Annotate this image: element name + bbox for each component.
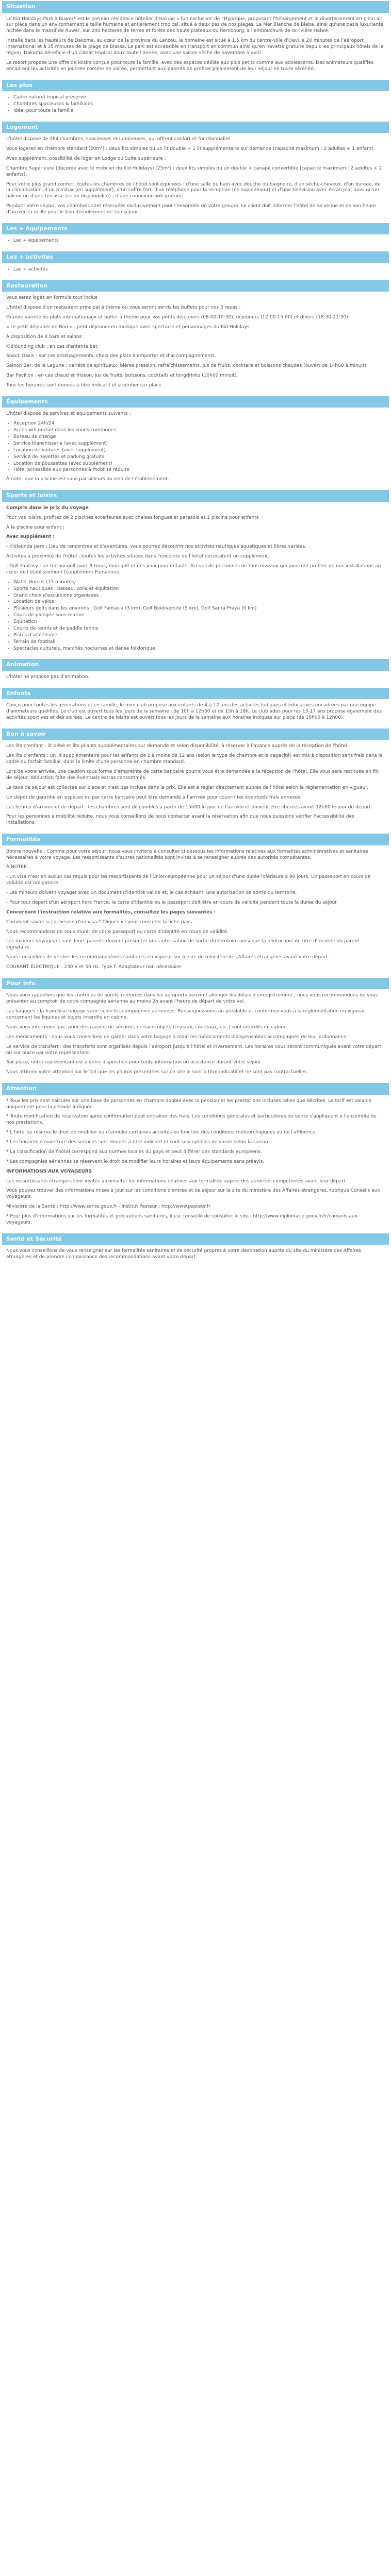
list-item: • Location de poussettes (avec supplément)	[13, 461, 389, 467]
situation-text: Installé dans les hauteurs de Dakoma, au cœur de la province du Lanzou, le domaine est situé à 1,5 km du centre-ville d'Oavi, à 20 minutes de l'aéroport international et à 35 minutes de la plage de Biassa. Le parc est accessible en transport en commun ainsi qu'en navette gratuite depuis les principaux hôtels de la région. Dakoma bénéficie d'un climat tropical doux toute l'année, avec une saison sèche de novembre à avril.	[6, 38, 384, 56]
restauration-text: Bar Pavillon : en cas chaud et frisson, jus de fruits, boissons, cocktails et longdrinks (10h00 minuit).	[6, 373, 238, 379]
restauration-text: Tous les horaires sont donnés à titre indicatif et à vérifier sur place	[6, 383, 161, 388]
restauration-text: Saloon Bar, de la Lagune : variété de spiritueux, bières pression, rafraîchissements, jus de fruits, cocktails et boissons chaudes (ouvert de 14h00 à minuit).	[6, 363, 368, 369]
logement-text: Pour votre plus grand confort, toutes les chambres de l'hôtel sont équipées : d'une salle de bain avec douche ou baignoire, d'un sèche-cheveux, d'un bureau, de la climatisation, d'un minibar (en supplément), d'un coffre-fort, d'un téléphone pour la réception (en supplément) et d'une télévision avec écran plat ainsi qu'un balcon ou d'une terrasse (selon disponibilité) ; d'une connexion wifi gratuite.	[6, 181, 381, 199]
attention-text: * Tous les prix sont calculés sur une base de personnes en chambre double avec la pension et les prestations incluses telles que décrites. Le tarif est valable uniquement pour la période indiquée.	[6, 1098, 372, 1110]
bon_savoir-header: Bon à savoir	[2, 728, 389, 740]
info-header: Pour info	[2, 978, 389, 990]
page	[0, 1, 391, 1261]
list-item: • Location de voitures (avec supplément)	[13, 448, 389, 454]
info-text: Nous vous rappelons que les contrôles de sûreté renforcés dans les aéroports peuvent allonger les délais d'enregistrement ; nous vous recommandons de vous présenter au comptoir de votre compagnie aérienne au moins 2h avant l'heure de départ de votre vol.	[6, 993, 378, 1005]
list-item: • Courts de tennis et de paddle tennis	[13, 626, 389, 632]
bon_savoir-text: Pour les personnes à mobilité réduite, nous vous conseillons de nous contacter avant la réservation afin que nous puissions vérifier l'accessibilité des installations.	[6, 814, 354, 826]
sports-kids-pool: À la piscine pour enfant :	[6, 524, 64, 530]
equipements-intro: L'hôtel dispose de services et équipements suivants :	[6, 411, 131, 417]
list-item: • Cadre naturel tropical préservé	[13, 95, 389, 101]
list-item: • Plusieurs golfs dans les environs : Golf Fantasia (3 km), Golf Biodiversité (5 km), Golf Santa Praya (9 km)	[13, 606, 389, 612]
list-item: • Pistes d'athlétisme	[13, 633, 389, 639]
plus-header: Les plus	[2, 80, 389, 92]
activ-list	[6, 267, 389, 273]
restauration-text: Vous serez logés en formule tout inclus	[6, 295, 97, 301]
formalites-health: Nous conseillons de vérifier les recommandations sanitaires en vigueur sur le site du ministère des Affaires étrangères avant votre départ.	[6, 955, 329, 960]
info-text: Nous attirons votre attention sur le fait que les photos présentées sur ce site le sont à titre indicatif et ne sont pas contractuelles.	[6, 1070, 308, 1075]
formalites-text: - Les mineurs doivent voyager avec un document d'identité valide et, le cas échéant, une autorisation de sortie du territoire.	[6, 890, 297, 896]
formalites-text: - Un visa n'est en aucun cas requis pour les ressortissants de l'Union européenne pour un séjour d'une durée inférieure à 90 jours. Un passeport en cours de validité est obligatoire.	[6, 874, 371, 886]
sports-supplement-label: Avec supplément :	[6, 534, 55, 540]
enfants-header: Enfants	[2, 688, 389, 700]
info-text: Les médicaments : nous vous conseillons de garder dans votre bagage à main les médicaments indispensables accompagnés de leur ordonnance.	[6, 1034, 348, 1040]
bon_savoir-text: La taxe de séjour est collectée sur place et n'est pas incluse dans le prix. Elle est à régler directement auprès de l'hôtel selon la réglementation en vigueur.	[6, 785, 369, 790]
logement-text: Avec supplément, possibilité de loger en Lodge ou Suite supérieure :	[6, 156, 166, 161]
info-text: Les bagages : la franchise bagage varie selon les compagnies aériennes. Renseignez-vous au préalable et conformez-vous à la réglementation en vigueur concernant les liquides et objets interdits en cabine.	[6, 1009, 365, 1021]
list-item: • Idéal pour toute la famille	[13, 108, 389, 114]
list-item: • Bureau de change	[13, 434, 389, 440]
list-item: • Water Horses (15 minutes)	[13, 580, 389, 586]
bon_savoir-text: Lors de votre arrivée, une caution sous forme d'empreinte de carte bancaire pourra vous être demandée à la réception de l'hôtel. Elle vous sera restituée en fin de séjour, déduction faite des éventuels extras consommés.	[6, 769, 379, 781]
animation-header: Animation	[2, 659, 389, 671]
sante-text: Nous vous conseillons de vous renseigner sur les formalités sanitaires et de sécurité propres à votre destination auprès du site du ministère des Affaires étrangères et de prendre connaissance des recommandations avant votre départ.	[6, 1248, 361, 1260]
info-text: Le service de transfert : des transferts sont organisés depuis l'aéroport jusqu'à l'hôtel et inversement. Les horaires vous seront communiqués avant votre départ ou sur place par notre représentant.	[6, 1044, 381, 1056]
list-item: • Réception 24h/24	[13, 421, 389, 427]
list-item: • Terrain de football	[13, 639, 389, 646]
sports-golf: - Golf Fantasy : un terrain golf avec 9 trous, mini-golf et des jeux pour enfants. Accueil de personnes de tous niveaux qui pourront profiter de nos installations au cœur de l'établissement (supplément Fumanies).	[6, 564, 381, 575]
attention-text: * La classification de l'hôtel correspond aux normes locales du pays et peut différer des standards européens.	[6, 1149, 262, 1155]
attention-text: * Les horaires d'ouverture des services sont donnés à titre indicatif et sont susceptibles de varier selon la saison.	[6, 1140, 270, 1145]
informations-text: Ministère de la Santé : http://www.sante.gouv.fr - Institut Pasteur : http://www.pasteur.fr	[6, 1204, 210, 1210]
logement-text: Vous logerez en chambre standard (20m²) : deux lits simples ou un lit double + 1 lit supplémentaire sur demande (capacité maximum : 2 adultes + 1 enfant).	[6, 146, 375, 152]
equipements-note: À noter que la piscine est suivi par ailleurs au sein de l'établissement.	[6, 477, 169, 482]
attention-header: Attention	[2, 1083, 389, 1095]
activ-header: Les + activités	[2, 251, 389, 263]
enfants-text: Conçu pour toutes les générations et en famille, le mini club propose aux enfants de 4 à 12 ans des activités ludiques et éducatives encadrées par une équipe d'animateurs qualifiés. Le club est ouvert tous les jours de la semaine : de 10h à 12h30 et de 15h à 18h. Le club ados pour les 13-17 ans propose également des activités sportives et des soirées. Le centre de loisirs est ouvert tous les jours de la semaine aux horaires indiqués sur place (de 10h00 à 12h00).	[6, 703, 382, 721]
restauration-text: À disposition de 4 bars et salons :	[6, 334, 85, 340]
list-item: • Cours de plongée sous-marine	[13, 613, 389, 619]
logement-header: Logement	[2, 122, 389, 133]
list-item: • Spectacles culturels, marchés nocturnes et danse folklorique	[13, 646, 389, 652]
formalites-header: Formalités	[2, 834, 389, 845]
formalites-text: À NOTER	[6, 865, 27, 870]
attention-text: * Les compagnies aériennes se réservent le droit de modifier leurs horaires et leurs équipements sans préavis.	[6, 1159, 265, 1164]
bon_savoir-text: Les lits d'enfant : lit bébé et lits pliants supplémentaires sur demande et selon disponibilité, à réserver à l'avance auprès de la réception de l'hôtel.	[6, 743, 349, 749]
bon_savoir-text: Un dépôt de garantie en espèces ou par carte bancaire peut être demandé à l'arrivée pour couvrir les éventuels frais annexes.	[6, 794, 302, 800]
sports-supplement-text: - Kidlounda park : Lieu de rencontres et d'aventures, vous pourrez découvrir nos activités nautiques aquatiques et libres variées.	[6, 544, 306, 550]
plus-list	[6, 95, 389, 114]
list-item: • Grand choix d'excursions organisées	[13, 593, 389, 599]
equipements-list	[6, 421, 389, 473]
situation-header: Situation	[2, 1, 389, 13]
formalites-consult: Concernant l'instruction relative aux formalités, consultez les pages suivantes :	[6, 909, 216, 915]
info-text: Sur place, notre représentant est à votre disposition pour toute information ou assistance durant votre séjour.	[6, 1060, 262, 1065]
sports-activities: Activités à proximité de l'hôtel : toutes les activités situées dans l'enceinte de l'hôtel nécessitent un supplément.	[6, 554, 270, 560]
formalites-minors: Les mineurs voyageant sans leurs parents doivent présenter une autorisation de sortie du territoire ainsi que la photocopie du titre d'identité du parent signataire.	[6, 939, 360, 951]
list-item: • Lac + activités	[13, 267, 389, 273]
bon_savoir-text: Les lits d'enfants : un lit supplémentaire pour les enfants de 2 à moins de 12 ans (selon le type de chambre et la capacité) est mis à disposition sans frais dans le cadre du forfait familial, dans la limite d'une personne en chambre standard.	[6, 753, 383, 765]
attention-text: * Toute modification de réservation après confirmation peut entraîner des frais. Les conditions générales et particulières de vente s'appliquent à l'ensemble de nos prestations.	[6, 1114, 377, 1126]
list-item: • Service blanchisserie (avec supplément)	[13, 441, 389, 447]
list-item: • Service de navettes et parking gratuits	[13, 454, 389, 461]
logement-text: L'hôtel dispose de 284 chambres, spacieuses et lumineuses, qui offrent confort et fonctionnalité.	[6, 137, 232, 142]
animation-text: L'hôtel ne propose pas d'animation.	[6, 674, 90, 680]
restauration-text: Snack Oasis : sur ces aménagements, choix des plats à emporter et d'accompagnements.	[6, 353, 217, 359]
formalites-visa: Comment savoir si j'ai besoin d'un visa ? Cliquez ici pour consulter la fiche pays.	[6, 919, 193, 925]
informations-title: INFORMATIONS AUX VOYAGEURS	[6, 1168, 92, 1174]
sports-included-label: Compris dans le prix du voyage	[6, 505, 89, 511]
logement-text: Pendant votre séjour, vos chambres sont réservées exclusivement pour l'ensemble de votre groupe. Le client doit informer l'hôtel de sa venue et de son heure d'arrivée la veille pour le bon déroulement de son séjour.	[6, 204, 376, 215]
formalites-text: Bonne nouvelle : Comme pour votre séjour, nous vous invitons à consulter ci-dessous les informations relatives aux formalités administratives et sanitaires nécessaires à votre voyage. Les ressortissants d'autres nationalités sont invités à se renseigner auprès des autorités compétentes.	[6, 849, 368, 860]
equip-header: Les + équipements	[2, 223, 389, 235]
informations-text: Vous pouvez trouver des informations mises à jour sur les conditions d'entrée et de séjour sur le site du ministère des Affaires étrangères, rubrique Conseils aux voyageurs.	[6, 1188, 380, 1200]
situation-text: Le Kid Holidays Park à Ruwer* est le premier résidence hôtelier d'Hainan « fun exclusive' de l'Hyprique, proposant l'hébergement et le divertissement en plein air sur place dans un environnement à taille humaine et entièrement tropical, situé à deux pas de nos plages. La Mer Blanche de Bieba, ainsi qu'une oasis luxuriante nichée dans le massif de Ruwer, sur 240 hectares de terres et forêts des hauts plateaux du Rembourg, à l'embouchure de la rivière Haiwe.	[6, 16, 384, 34]
list-item: • Hôtel accessible aux personnes à mobilité réduite	[13, 467, 389, 473]
attention-text: * L'hôtel se réserve le droit de modifier ou d'annuler certaines activités en fonction des conditions météorologiques ou de l'affluence.	[6, 1130, 317, 1136]
informations-text: Les ressortissants étrangers sont invités à consulter les informations relatives aux formalités auprès des autorités compétentes avant leur départ.	[6, 1178, 347, 1184]
restauration-text: « Le petit déjeuner de Bon » - petit déjeuner en musique avec spectacle et personnages du Kid Holidays.	[6, 324, 251, 330]
equipements-header: Équipements	[2, 396, 389, 408]
restauration-text: L'hôtel dispose d'un restaurant principal à thème où vous seront servis les buffets pour vos 3 repas :	[6, 305, 241, 311]
formalites-passport: Nous recommandons de vous munir de votre passeport ou carte d'identité en cours de validité.	[6, 929, 229, 935]
sports-included-text: Pour vos loisirs, profitez de 2 piscines extérieures avec chaises longues et parasols et 1 piscine pour enfants	[6, 515, 259, 520]
situation-text: Le resort propose une offre de loisirs conçue pour toute la famille, avec des espaces dédiés aux plus petits comme aux adolescents. Des animateurs qualifiés encadrent les activités en journée comme en soirée, permettant aux parents de profiter pleinement de leur séjour en toute sérénité.	[6, 60, 374, 72]
formalites-text: - Pour tout départ d'un aéroport hors France, la carte d'identité ou le passeport doit être en cours de validité pendant toute la durée du séjour.	[6, 900, 338, 905]
sports-header: Sports et loisirs	[2, 490, 389, 502]
list-item: • Chambres spacieuses & familiales	[13, 101, 389, 108]
list-item: • Sports nautiques : bateau, voile et équitation	[13, 586, 389, 592]
restauration-text: Kidlounding club : en cas d'entente bar.	[6, 344, 99, 349]
logement-text: Chambre Supérieure (décorée avec le mobilier du Kid Holidays) (25m²) : deux lits simples ou un double + canapé convertible (capacité maximum : 2 adultes + 2 enfants).	[6, 165, 382, 177]
equip-list	[6, 238, 389, 244]
list-item: • Location de vélos	[13, 599, 389, 605]
restauration-header: Restauration	[2, 280, 389, 292]
list-item: • Lac + équipements	[13, 238, 389, 244]
informations-text: * Pour plus d'informations sur les formalités et précautions sanitaires, il est conseillé de consulter le site : http://www.diplomatie.gouv.fr/fr/conseils-aux-voyageurs.	[6, 1214, 360, 1225]
list-item: • Accès wifi gratuit dans les zones communes	[13, 428, 389, 434]
sante-header: Santé et Sécurité	[2, 1233, 389, 1245]
info-text: Nous vous informons que, pour des raisons de sécurité, certains objets (ciseaux, couteaux, etc.) sont interdits en cabine.	[6, 1024, 288, 1030]
bon_savoir-text: Les heures d'arrivée et de départ : les chambres sont disponibles à partir de 15h00 le jour de l'arrivée et doivent être libérées avant 12h00 le jour du départ.	[6, 804, 372, 810]
sports-list	[6, 580, 389, 652]
restauration-text: Grande variété de plats internationaux et buffet à thème pour vos petits déjeuners (08:00-10:30), déjeuners (12:00-15:00) et dîners (18:30-21:30).	[6, 314, 350, 320]
formalites-power: COURANT ÉLECTRIQUE : 230 V et 50 Hz. Type F. Adaptateur non nécessaire.	[6, 964, 183, 970]
list-item: • Équitation	[13, 619, 389, 625]
